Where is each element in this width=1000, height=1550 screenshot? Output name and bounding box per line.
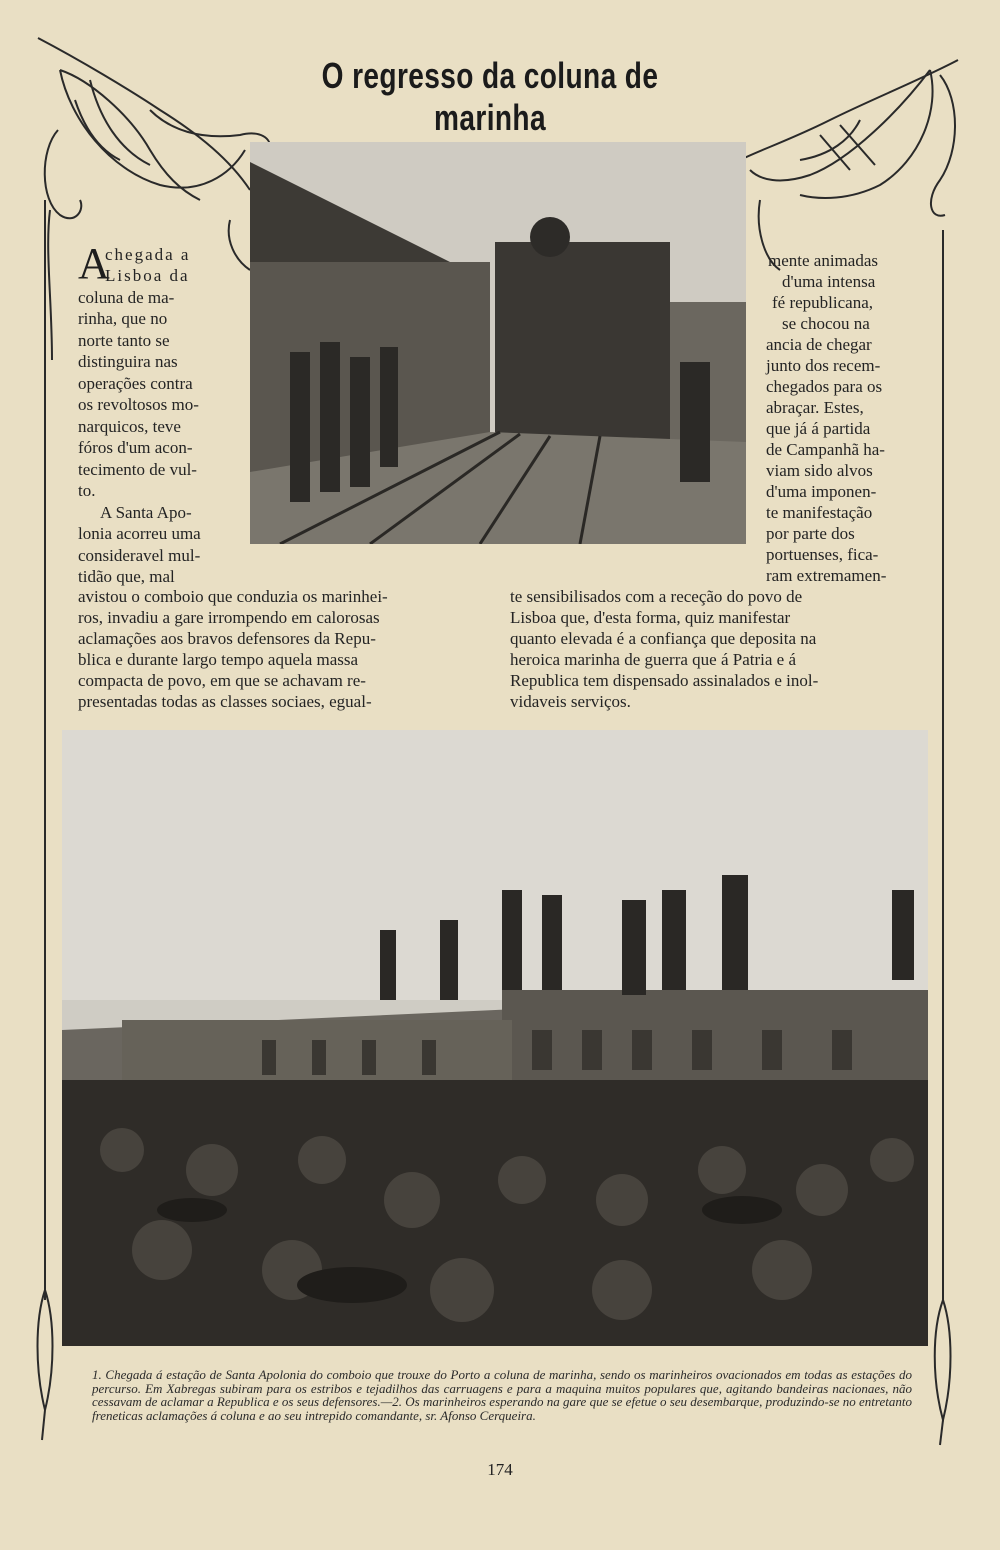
left-line: tecimento de vul- xyxy=(78,460,197,479)
left-line: narquicos, teve xyxy=(78,417,181,436)
left-line: os revoltosos mo- xyxy=(78,395,199,414)
bottom-right-line: quanto elevada é a confiança que deposita na xyxy=(510,629,817,648)
photo-sailors-waiting-illustration xyxy=(62,730,928,1346)
right-line: mente animadas xyxy=(768,251,878,270)
photo-caption: 1. Chegada á estação de Santa Apolonia do comboio que trouxe do Porto a coluna de marinha, sendo os marinheiros ovacionados em todas as estações do percurso. Em Xabregas subiram para os estribos e tejadilhos das carruagens e para a maquina muitos populares que, agitando bandeiras nacionaes, não cessavam de aclamar a Republica e os seus defensores.—2. Os marinheiros esperando na gare que se efetue o seu desembarque, produzindo-se no entretanto freneticas aclamações á coluna e ao seu intrepido comandante, sr. Afonso Cerqueira. xyxy=(92,1367,912,1423)
left-line: fóros d'um acon- xyxy=(78,438,193,457)
right-line: fé republicana, xyxy=(772,293,873,312)
bottom-right-line: Lisboa que, d'esta forma, quiz manifestar xyxy=(510,608,791,627)
left-line: to. xyxy=(78,481,96,500)
left-line: tidão que, mal xyxy=(78,567,175,586)
right-line: chegados para os xyxy=(766,377,883,396)
left-line: coluna de ma- xyxy=(78,288,175,307)
left-line: rinha, que no xyxy=(78,309,168,328)
right-line: d'uma intensa xyxy=(782,272,876,291)
bottom-right-line: vidaveis serviços. xyxy=(510,692,631,711)
photo-train-arrival xyxy=(250,142,746,544)
page-title: O regresso da coluna de marinha xyxy=(321,55,659,138)
dropcap: A xyxy=(78,239,110,288)
bottom-right-line: heroica marinha de guerra que á Patria e á xyxy=(510,650,797,669)
left-line: norte tanto se xyxy=(78,331,170,350)
right-line: de Campanhã ha- xyxy=(766,440,885,459)
right-line: que já á partida xyxy=(766,419,871,438)
right-line: d'uma imponen- xyxy=(766,482,877,501)
bottom-left-line: ros, invadiu a gare irrompendo em calorosas xyxy=(78,608,380,627)
bottom-left-line: aclamações aos bravos defensores da Repu- xyxy=(78,629,376,648)
right-line: te manifestação xyxy=(766,503,873,522)
left-line: consideravel mul- xyxy=(78,546,201,565)
photo-sailors-waiting xyxy=(62,730,928,1346)
bottom-left-line: compacta de povo, em que se achavam re- xyxy=(78,671,366,690)
right-line: por parte dos xyxy=(766,524,855,543)
right-line: junto dos recem- xyxy=(766,356,881,375)
right-line: se chocou na xyxy=(782,314,870,333)
page-number: 174 xyxy=(487,1460,513,1479)
right-line: ancia de chegar xyxy=(766,335,872,354)
left-line: distinguira nas xyxy=(78,352,178,371)
left-line: A Santa Apo- xyxy=(100,503,192,522)
left-line: operações contra xyxy=(78,374,193,393)
bottom-left-line: blica e durante largo tempo aquela massa xyxy=(78,650,359,669)
photo-train-arrival-illustration xyxy=(250,142,746,544)
right-line: portuenses, fica- xyxy=(766,545,879,564)
left-line: Lisboa da xyxy=(105,266,190,285)
right-line: abraçar. Estes, xyxy=(766,398,864,417)
right-line: ram extremamen- xyxy=(766,566,887,585)
bottom-left-line: avistou o comboio que conduzia os marinhei- xyxy=(78,587,388,606)
right-line: viam sido alvos xyxy=(766,461,873,480)
left-line: lonia acorreu uma xyxy=(78,524,201,543)
left-line: chegada a xyxy=(105,245,191,264)
bottom-right-line: te sensibilisados com a receção do povo de xyxy=(510,587,803,606)
bottom-right-line: Republica tem dispensado assinalados e inol- xyxy=(510,671,819,690)
bottom-left-line: presentadas todas as classes sociaes, egual- xyxy=(78,692,372,711)
